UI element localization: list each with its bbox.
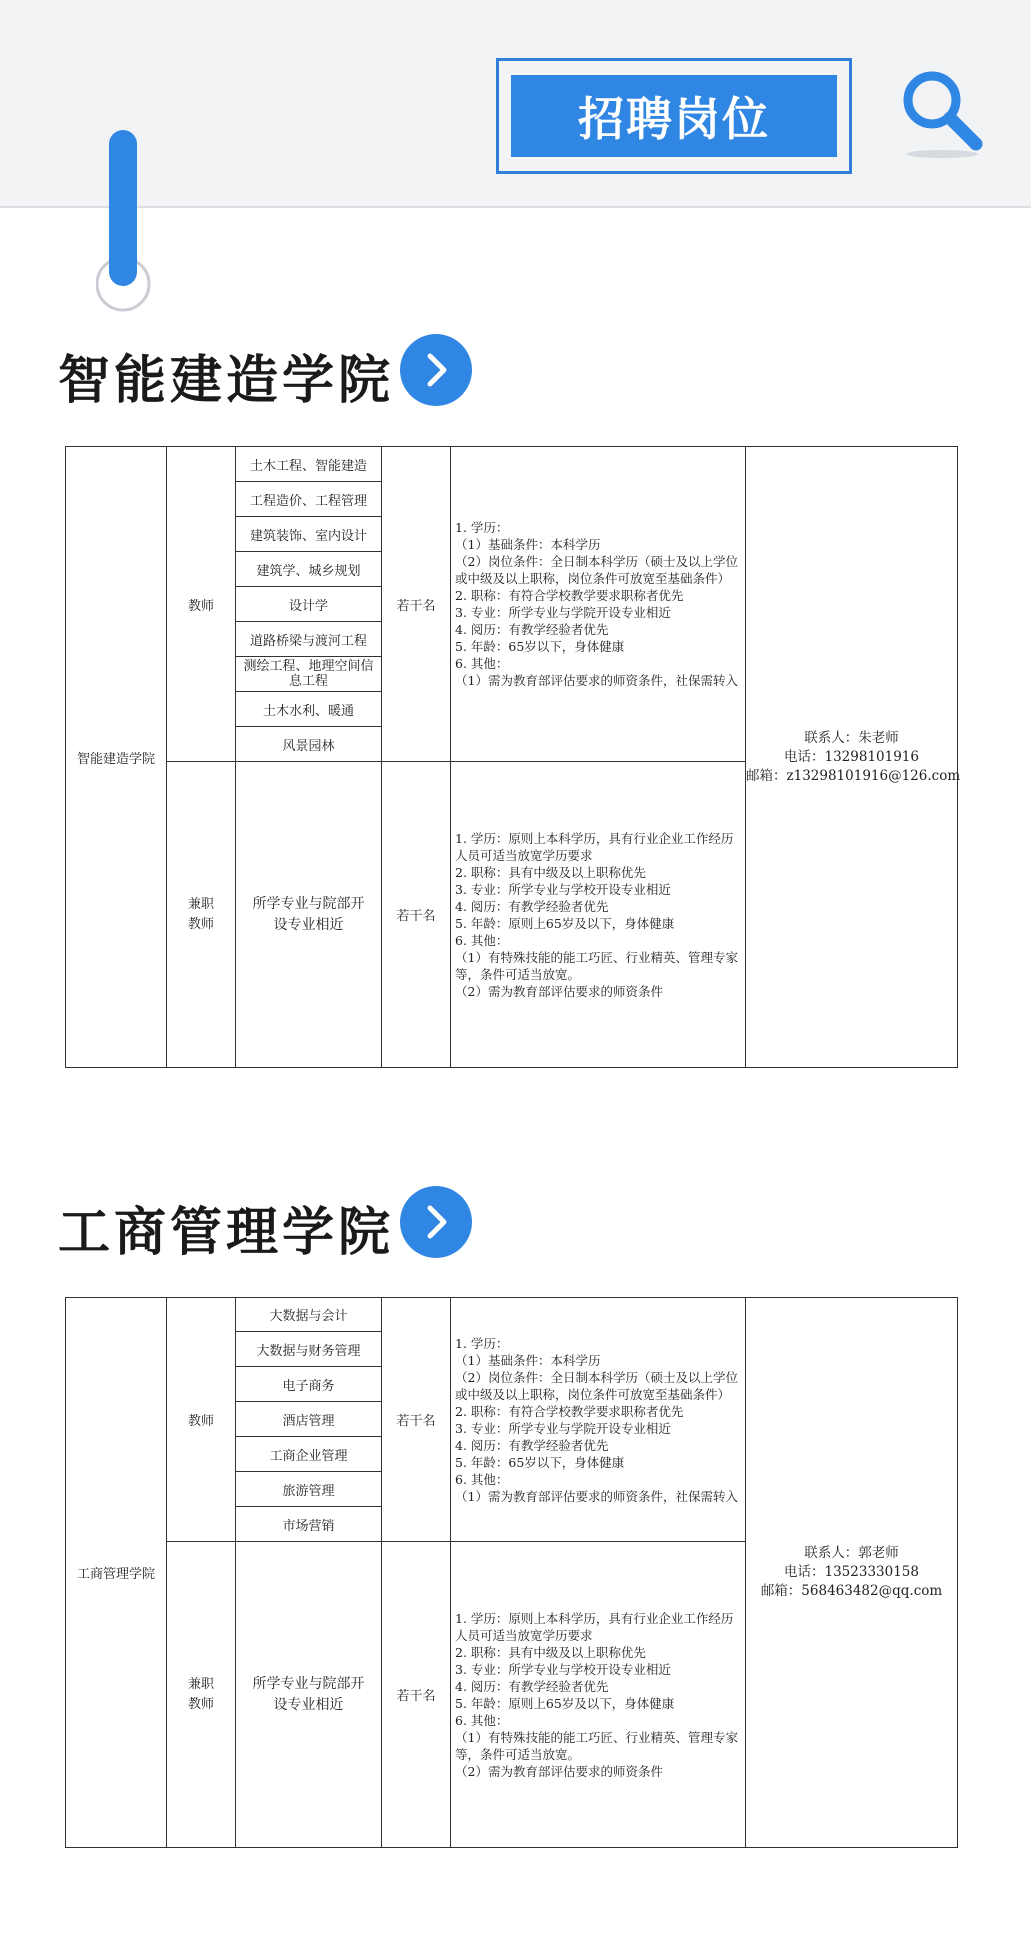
major-cell: 建筑学、城乡规划 — [236, 552, 382, 587]
major-cell: 道路桥梁与渡河工程 — [236, 622, 382, 657]
contact-email: 邮箱：568463482@qq.com — [760, 1583, 943, 1599]
major-cell: 风景园林 — [236, 727, 382, 762]
requirements-cell: 1. 学历： （1）基础条件：本科学历 （2）岗位条件：全日制本科学历（硕士及以上学位或中级及以上职称，岗位条件可放宽至基础条件） 2. 职称：有符合学校教学要求职称者优先 3. 专业：所学专业与学院开设专业相近 4. 阅历：有教学经验者优先 5. 年龄：65岁以下，身体健康 6. 其他： （1）需为教育部评估要求的师资条件，社保需转入 — [451, 1298, 746, 1542]
major-cell: 工程造价、工程管理 — [236, 482, 382, 517]
major-cell: 土木工程、智能建造 — [236, 447, 382, 482]
contact-email: 邮箱：z13298101916@126.com — [746, 767, 961, 784]
college-cell: 智能建造学院 — [66, 447, 167, 1068]
major-cell: 所学专业与院部开设专业相近 — [236, 1542, 382, 1848]
post-cell: 兼职教师 — [167, 1542, 236, 1848]
chevron-right-icon[interactable] — [400, 334, 472, 406]
contact-cell — [746, 1298, 958, 1848]
bookmark-tab-icon — [96, 126, 154, 316]
search-icon[interactable] — [892, 62, 992, 162]
count-cell: 若干名 — [382, 1542, 451, 1848]
major-cell: 设计学 — [236, 587, 382, 622]
major-cell: 大数据与会计 — [236, 1298, 382, 1332]
recruitment-table-1 — [65, 446, 961, 1068]
contact-phone: 电话：13523330158 — [784, 1564, 919, 1580]
count-cell: 若干名 — [382, 762, 451, 1068]
major-cell: 电子商务 — [236, 1367, 382, 1402]
major-cell: 土木水利、暖通 — [236, 692, 382, 727]
contact-person: 联系人：郭老师 — [804, 1545, 899, 1561]
post-cell: 教师 — [167, 447, 236, 762]
count-cell: 若干名 — [382, 1298, 451, 1542]
chevron-right-icon[interactable] — [400, 1186, 472, 1258]
major-cell: 旅游管理 — [236, 1472, 382, 1507]
contact-phone: 电话：13298101916 — [784, 748, 919, 765]
major-cell: 大数据与财务管理 — [236, 1332, 382, 1367]
recruitment-table-2 — [65, 1297, 958, 1848]
top-bar — [0, 0, 1031, 208]
college-cell: 工商管理学院 — [66, 1298, 167, 1848]
page-title-frame — [496, 58, 852, 174]
major-cell: 市场营销 — [236, 1507, 382, 1542]
page-title: 招聘岗位 — [511, 75, 837, 157]
major-cell: 所学专业与院部开设专业相近 — [236, 762, 382, 1068]
requirements-cell: 1. 学历：原则上本科学历，具有行业企业工作经历人员可适当放宽学历要求 2. 职称：具有中级及以上职称优先 3. 专业：所学专业与学校开设专业相近 4. 阅历：有教学经验者优先 5. 年龄：原则上65岁及以下，身体健康 6. 其他： （1）有特殊技能的能工巧匠、行业精英、管理专家等，条件可适当放宽。 （2）需为教育部评估要求的师资条件 — [451, 762, 746, 1068]
major-cell: 工商企业管理 — [236, 1437, 382, 1472]
requirements-cell: 1. 学历：原则上本科学历，具有行业企业工作经历人员可适当放宽学历要求 2. 职称：具有中级及以上职称优先 3. 专业：所学专业与学校开设专业相近 4. 阅历：有教学经验者优先 5. 年龄：原则上65岁及以下，身体健康 6. 其他： （1）有特殊技能的能工巧匠、行业精英、管理专家等，条件可适当放宽。 （2）需为教育部评估要求的师资条件 — [451, 1542, 746, 1848]
section-title-business-management: 工商管理学院 — [58, 1203, 395, 1263]
major-cell: 酒店管理 — [236, 1402, 382, 1437]
major-cell: 测绘工程、地理空间信息工程 — [236, 657, 382, 692]
contact-cell — [746, 447, 961, 1068]
post-cell: 教师 — [167, 1298, 236, 1542]
contact-person: 联系人：朱老师 — [804, 729, 899, 746]
requirements-cell: 1. 学历： （1）基础条件：本科学历 （2）岗位条件：全日制本科学历（硕士及以上学位或中级及以上职称，岗位条件可放宽至基础条件） 2. 职称：有符合学校教学要求职称者优先 3. 专业：所学专业与学院开设专业相近 4. 阅历：有教学经验者优先 5. 年龄：65岁以下，身体健康 6. 其他： （1）需为教育部评估要求的师资条件，社保需转入 — [451, 447, 746, 762]
post-cell: 兼职教师 — [167, 762, 236, 1068]
major-cell: 建筑装饰、室内设计 — [236, 517, 382, 552]
count-cell: 若干名 — [382, 447, 451, 762]
section-title-intelligent-construction: 智能建造学院 — [58, 351, 395, 411]
